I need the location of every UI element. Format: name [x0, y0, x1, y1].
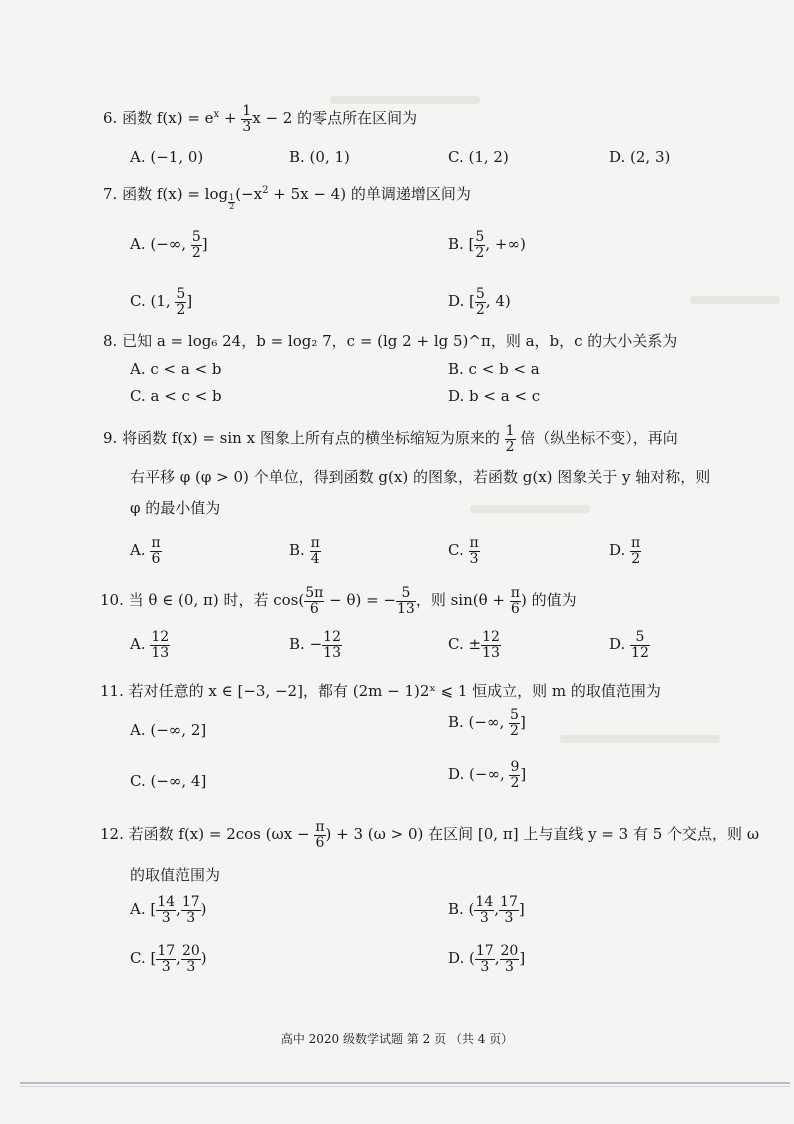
- q12-b-l: B. (: [448, 900, 475, 919]
- q6-stem-a: 6. 函数 f(x) = e: [103, 109, 214, 128]
- q12-option-b: B. ( $\frac{14}{3}$ , $\frac{17}{3}$ ]: [448, 894, 525, 926]
- q7-a-frac: [191, 230, 202, 260]
- q12-f-den: 6: [315, 834, 325, 851]
- q11-b-pre: B. (−∞,: [448, 713, 510, 732]
- q12-c-d1: 3: [161, 958, 171, 975]
- q9-b-frac: [310, 536, 321, 566]
- q11-d-num: 9: [510, 759, 520, 775]
- q9-option-c: [448, 536, 480, 566]
- q6-stem-b: +: [219, 109, 242, 128]
- q7-base-den: 2: [229, 202, 235, 211]
- q7-option-b: [448, 230, 526, 260]
- q8-option-a: A. c < a < b: [130, 360, 222, 378]
- q10-b-num: 12: [323, 629, 341, 645]
- q9-option-a: [130, 536, 162, 566]
- q10-d-den: 12: [631, 644, 649, 661]
- q12-c-l: C. [: [130, 949, 157, 968]
- q12-d-n2: 20: [500, 943, 519, 959]
- q10-f3-num: π: [510, 585, 520, 601]
- q11-option-d: [448, 760, 526, 790]
- question-11-stem: 11. 若对任意的 x ∈ [−3, −2]，都有 (2m − 1)2ˣ ⩽ 1 恒成立，则 m 的取值范围为: [100, 682, 661, 700]
- q12-d-n1: 17: [475, 943, 494, 959]
- q8-option-c: C. a < c < b: [130, 387, 222, 405]
- q7-b-num: 5: [475, 229, 485, 245]
- q12-a-frac2: [181, 895, 201, 925]
- q12-a-r: ): [200, 900, 207, 919]
- question-10-stem: [100, 586, 577, 616]
- q7-option-a: [130, 230, 208, 260]
- q9-a-num: π: [151, 535, 161, 551]
- q10-c-label: C.: [448, 635, 464, 654]
- q9-a-frac: [150, 536, 161, 566]
- q9-b-label: B.: [289, 541, 305, 560]
- q10-c: ，则 sin(θ +: [415, 591, 510, 610]
- q10-d-frac: [630, 630, 650, 660]
- q9-d-den: 2: [631, 550, 641, 567]
- q7-a-den: 2: [191, 244, 201, 261]
- q7-stem-b: (−x: [235, 185, 263, 203]
- q12-a-d1: 3: [161, 909, 171, 926]
- q10-a-label: A.: [130, 635, 146, 654]
- q12-b-n1: 14: [475, 894, 494, 910]
- q9-line1a: 9. 将函数 f(x) = sin x 图象上所有点的横坐标缩短为原来的: [103, 429, 505, 448]
- page-footer: 高中 2020 级数学试题 第 2 页 （共 4 页）: [280, 1032, 514, 1046]
- q10-c-frac: [481, 630, 501, 660]
- q12-option-a: A. [ $\frac{14}{3}$ , $\frac{17}{3}$ ): [130, 894, 207, 926]
- q12-b-n2: 17: [500, 894, 518, 910]
- q12-b-d2: 3: [504, 909, 514, 926]
- q7-option-d: [448, 287, 511, 317]
- q7-b-den: 2: [475, 244, 485, 261]
- q7-d-post: , 4): [485, 292, 511, 311]
- q10-f3-den: 6: [510, 600, 520, 617]
- q10-a-num: 12: [151, 629, 170, 645]
- q10-b-den: 13: [323, 644, 341, 661]
- q12-a-n1: 14: [157, 894, 176, 910]
- q11-b-post: ]: [519, 713, 526, 732]
- q12-b-frac1: [474, 895, 494, 925]
- q7-option-c: [130, 287, 192, 317]
- q12-a-l: A. [: [130, 900, 157, 919]
- q10-f2-den: 13: [397, 600, 415, 617]
- q8-option-d: D. b < a < c: [448, 387, 541, 405]
- q12-c-r: ): [200, 949, 207, 968]
- question-9-line-2: 右平移 φ (φ > 0) 个单位，得到函数 g(x) 的图象，若函数 g(x) 图象关于 y 轴对称，则: [130, 468, 711, 486]
- q9-frac-num: 1: [505, 423, 515, 439]
- q12-a-frac1: [156, 895, 176, 925]
- question-9-line-1: [103, 424, 678, 454]
- q12-d-frac2: [500, 944, 520, 974]
- q7-base-num: 1: [229, 192, 235, 202]
- q6-fraction: [241, 104, 252, 134]
- q10-a-frac: [150, 630, 170, 660]
- q9-c-den: 3: [469, 550, 479, 567]
- q10-d: ) 的值为: [520, 591, 577, 610]
- q6-exp: x: [213, 109, 220, 121]
- q10-d-num: 5: [630, 630, 650, 646]
- q12-c-frac2: [181, 944, 201, 974]
- q8-option-b: B. c < b < a: [448, 360, 540, 378]
- q6-frac-num: 1: [242, 103, 252, 119]
- q12-d-d1: 3: [480, 958, 490, 975]
- q7-c-post: ]: [186, 292, 193, 311]
- q12-b-d1: 3: [479, 909, 489, 926]
- q10-b-sign: −: [309, 635, 323, 654]
- q10-f2-num: 5: [396, 586, 416, 602]
- q6-option-c: C. (1, 2): [448, 148, 509, 166]
- q7-a-post: ]: [201, 235, 208, 254]
- q11-option-b: [448, 708, 526, 738]
- q10-a: 10. 当 θ ∈ (0, π) 时，若 cos(: [100, 591, 305, 610]
- question-12-stem: [100, 820, 759, 850]
- q10-option-b: [289, 630, 342, 660]
- q9-c-label: C.: [448, 541, 464, 560]
- q12-c-n2: 20: [181, 943, 200, 959]
- page-bottom-divider: [20, 1082, 790, 1084]
- q9-b-den: 4: [310, 550, 320, 567]
- q11-option-a: A. (−∞, 2]: [130, 721, 207, 739]
- q10-frac-3: [510, 586, 521, 616]
- question-6-stem: [103, 104, 417, 134]
- q10-d-label: D.: [609, 635, 626, 654]
- q6-option-b: B. (0, 1): [289, 148, 350, 166]
- q9-frac-den: 2: [505, 438, 515, 455]
- q12-fraction: [314, 820, 325, 850]
- q12-d-l: D. (: [448, 949, 475, 968]
- q12-c-n1: 17: [157, 943, 176, 959]
- q7-exp: 2: [262, 185, 269, 196]
- q7-stem-c: + 5x − 4) 的单调递增区间为: [268, 185, 471, 203]
- q10-a-den: 13: [151, 644, 170, 661]
- q11-b-num: 5: [510, 707, 519, 723]
- q11-d-post: ]: [520, 765, 527, 784]
- q10-option-c: [448, 630, 501, 660]
- q10-c-sign: ±: [468, 635, 482, 654]
- q10-frac-1: [304, 586, 324, 616]
- q12-option-c: C. [ $\frac{17}{3}$ , $\frac{20}{3}$ ): [130, 943, 207, 975]
- q9-fraction: [505, 424, 516, 454]
- q7-d-pre: D. [: [448, 292, 475, 311]
- q9-d-label: D.: [609, 541, 626, 560]
- q10-f1-num: 5π: [305, 585, 324, 601]
- q10-b: − θ) = −: [324, 591, 397, 610]
- q7-d-num: 5: [475, 286, 485, 302]
- q9-option-b: [289, 536, 321, 566]
- question-9-line-3: φ 的最小值为: [130, 499, 221, 517]
- q9-d-frac: [630, 536, 641, 566]
- q9-line1b: 倍（纵坐标不变），再向: [515, 429, 678, 448]
- q11-d-pre: D. (−∞,: [448, 765, 510, 784]
- question-12-line-2: 的取值范围为: [130, 866, 221, 884]
- q7-a-pre: A. (−∞,: [130, 235, 191, 254]
- q12-b: ) + 3 (ω > 0) 在区间 [0, π] 上与直线 y = 3 有 5 个交点，则 ω: [325, 825, 760, 844]
- q9-a-label: A.: [130, 541, 146, 560]
- q7-d-frac: [475, 287, 486, 317]
- q7-b-pre: B. [: [448, 235, 475, 254]
- q7-b-frac: [474, 230, 485, 260]
- q12-a-n2: 17: [181, 894, 200, 910]
- q10-c-den: 13: [482, 644, 500, 661]
- q9-d-num: π: [631, 535, 641, 551]
- q10-option-a: [130, 630, 170, 660]
- q10-b-label: B.: [289, 635, 305, 654]
- q11-b-den: 2: [510, 722, 519, 739]
- q12-d-r: ]: [519, 949, 526, 968]
- question-8-stem: 8. 已知 a = log₆ 24，b = log₂ 7，c = (lg 2 + lg 5)^π，则 a，b，c 的大小关系为: [103, 332, 678, 350]
- q10-c-num: 12: [482, 629, 500, 645]
- q10-b-frac: [322, 630, 342, 660]
- q9-c-num: π: [469, 535, 479, 551]
- page-bottom-divider-secondary: [20, 1086, 790, 1087]
- q10-f1-den: 6: [309, 600, 319, 617]
- q12-c-d2: 3: [186, 958, 196, 975]
- q12-d-frac1: [475, 944, 495, 974]
- q7-c-num: 5: [176, 286, 186, 302]
- q6-option-d: D. (2, 3): [609, 148, 671, 166]
- q11-d-den: 2: [510, 774, 520, 791]
- q6-option-a: A. (−1, 0): [130, 148, 204, 166]
- question-7-stem: [103, 183, 471, 211]
- q12-b-frac2: [499, 895, 519, 925]
- q12-f-num: π: [315, 819, 325, 835]
- q7-c-den: 2: [176, 301, 186, 318]
- q6-stem-c: x − 2 的零点所在区间为: [252, 109, 418, 128]
- q9-c-frac: [469, 536, 480, 566]
- q11-b-frac: [509, 708, 520, 738]
- q12-option-d: D. ( $\frac{17}{3}$ , $\frac{20}{3}$ ]: [448, 943, 526, 975]
- q6-frac-den: 3: [242, 118, 252, 135]
- q12-a: 12. 若函数 f(x) = 2cos (ωx −: [100, 825, 315, 844]
- q7-stem-a: 7. 函数 f(x) = log: [103, 185, 229, 203]
- q7-a-num: 5: [191, 229, 201, 245]
- q9-a-den: 6: [151, 550, 161, 567]
- q9-option-d: [609, 536, 641, 566]
- q12-d-d2: 3: [504, 958, 514, 975]
- q7-c-frac: [175, 287, 186, 317]
- q7-b-post: , +∞): [485, 235, 526, 254]
- q12-c-frac1: [156, 944, 176, 974]
- q11-option-c: C. (−∞, 4]: [130, 772, 207, 790]
- q10-option-d: [609, 630, 650, 660]
- q11-d-frac: [509, 760, 520, 790]
- q12-a-d2: 3: [186, 909, 196, 926]
- q7-c-pre: C. (1,: [130, 292, 176, 311]
- q7-d-den: 2: [475, 301, 485, 318]
- q9-b-num: π: [310, 535, 320, 551]
- q12-b-r: ]: [518, 900, 525, 919]
- q10-frac-2: [396, 586, 416, 616]
